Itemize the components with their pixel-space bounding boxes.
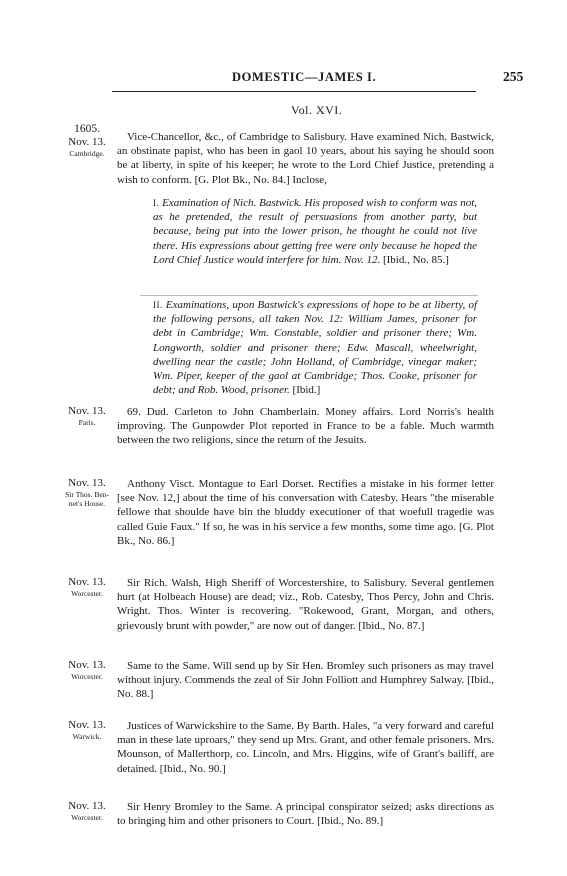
entry-text: 69. Dud. Carleton to John Chamberlain. Money affairs. Lord Norris's health improving. The Gunpowder Plot reported in France to be a fable. Much warmth between the two religions, since the return of the Jesuits. bbox=[117, 406, 494, 447]
enclosure-reference: [Ibid., No. 85.] bbox=[382, 253, 449, 266]
entry-text: Sir Rich. Walsh, High Sheriff of Worcestershire, to Salisbury. Several gentlemen hurt (at Holbeach House) are dead; viz., Rob. Catesby, Thos Percy, John and Chris. Wright. Thos. Winter is recovering. "Rokewood, Grant, Morgan, and others, grievously brunt with powder," are now out of danger. [Ibid., No. 87.] bbox=[117, 577, 494, 632]
entry-date: Nov. 13. bbox=[68, 576, 106, 588]
entry-margin bbox=[57, 405, 117, 427]
entry-date: Nov. 13. bbox=[68, 659, 106, 671]
entry-place-line1: Sir Thos. Ben- bbox=[65, 490, 109, 499]
entry-text: Same to the Same. Will send up by Sir Hen. Bromley such prisoners as may travel without injury. Commends the zeal of Sir John Folliott and Humphrey Salway. [Ibid., No. 88.] bbox=[117, 660, 494, 701]
entry-date: Nov. 13. bbox=[68, 477, 106, 489]
entry-text: Vice-Chancellor, &c., of Cambridge to Salisbury. Have examined Nich. Bastwick, an obstinate papist, who has been in gaol 10 years, about his saying he should soon be at liberty, in spite of his keeper; he wrote to the Lord Chief Justice, pretending a wish to conform. [G. Plot Bk., No. 84.] Inclose, bbox=[117, 131, 494, 186]
entry-date: Nov. 13. bbox=[68, 136, 106, 148]
volume-heading: Vol. XVI. bbox=[291, 103, 343, 117]
enclosure-number: I. bbox=[153, 198, 160, 208]
entry-place: Paris. bbox=[78, 418, 96, 427]
entry-place: Cambridge. bbox=[69, 149, 105, 158]
enclosure-divider bbox=[140, 295, 478, 296]
running-header-title: DOMESTIC—JAMES I. bbox=[232, 70, 377, 84]
entry-place: Worcester. bbox=[71, 813, 103, 822]
entry-text: Justices of Warwickshire to the Same. By Barth. Hales, "a very forward and careful man in these late uproars," they send up Mrs. Grant, and other female prisoners. Mrs. Mounson, of Mallerthorp, co. Lincoln, and Mrs. Higgins, wife of Grant's bailiff, are detained. [Ibid., No. 90.] bbox=[117, 720, 494, 775]
entry-margin bbox=[57, 477, 117, 508]
enclosure-item bbox=[153, 196, 477, 267]
enclosure-reference: [Ibid.] bbox=[292, 384, 321, 397]
header-rule bbox=[112, 91, 476, 92]
entry-date: Nov. 13. bbox=[68, 800, 106, 812]
entry-year: 1605. bbox=[74, 123, 100, 135]
page-number: 255 bbox=[503, 69, 524, 84]
enclosure-text: Examinations, upon Bastwick's expressions of hope to be at liberty, of the following persons, all taken Nov. 12: William James, prisoner for debt in Cambridge; Wm. Constable, soldier and prisoner there; Wm. Longworth, soldier and prisoner there; Edw. Mascall, wheelwright, dwelling near the castle; John Holland, of Cambridge, vinegar maker; Wm. Piper, keeper of the gaol at Cambridge; Thos. Cooke, prisoner for debt; and Rob. Wood, prisoner. bbox=[153, 299, 477, 397]
entry-place: Warwick. bbox=[72, 732, 102, 741]
entry-margin bbox=[57, 719, 117, 741]
entry-margin bbox=[57, 123, 117, 158]
entry-margin bbox=[57, 659, 117, 681]
entry-margin bbox=[57, 800, 117, 822]
entry-text: Sir Henry Bromley to the Same. A principal conspirator seized; asks directions as to bringing him and other prisoners to Court. [Ibid., No. 89.] bbox=[117, 801, 494, 828]
entry-place-line2: net's House. bbox=[68, 499, 106, 508]
entry-place: Worcester. bbox=[71, 589, 103, 598]
entry-text: Anthony Visct. Montague to Earl Dorset. Rectifies a mistake in his former letter [see Nov. 12,] about the time of his conversation with Catesby. Hears "the miserable fellowe that shoulde have bin the bluddy executioner of that woefull tragedie was called Guie Faux." If so, he was in his service a few months, some time ago. [G. Plot Bk., No. 86.] bbox=[117, 478, 494, 547]
enclosure-number: II. bbox=[153, 300, 163, 310]
entry-date: Nov. 13. bbox=[68, 719, 106, 731]
entry-margin bbox=[57, 576, 117, 598]
enclosure-text: Examination of Nich. Bastwick. His proposed wish to conform was not, as he pretended, the result of persuasions from another party, but because, being put into the lower prison, he thought he could not live there. His expressions about getting free were only because he hoped the Lord Chief Justice would interfere for him. Nov. 12. bbox=[153, 197, 477, 266]
enclosure-item bbox=[153, 298, 477, 397]
entry-date: Nov. 13. bbox=[68, 405, 106, 417]
entry-place: Worcester. bbox=[71, 672, 103, 681]
